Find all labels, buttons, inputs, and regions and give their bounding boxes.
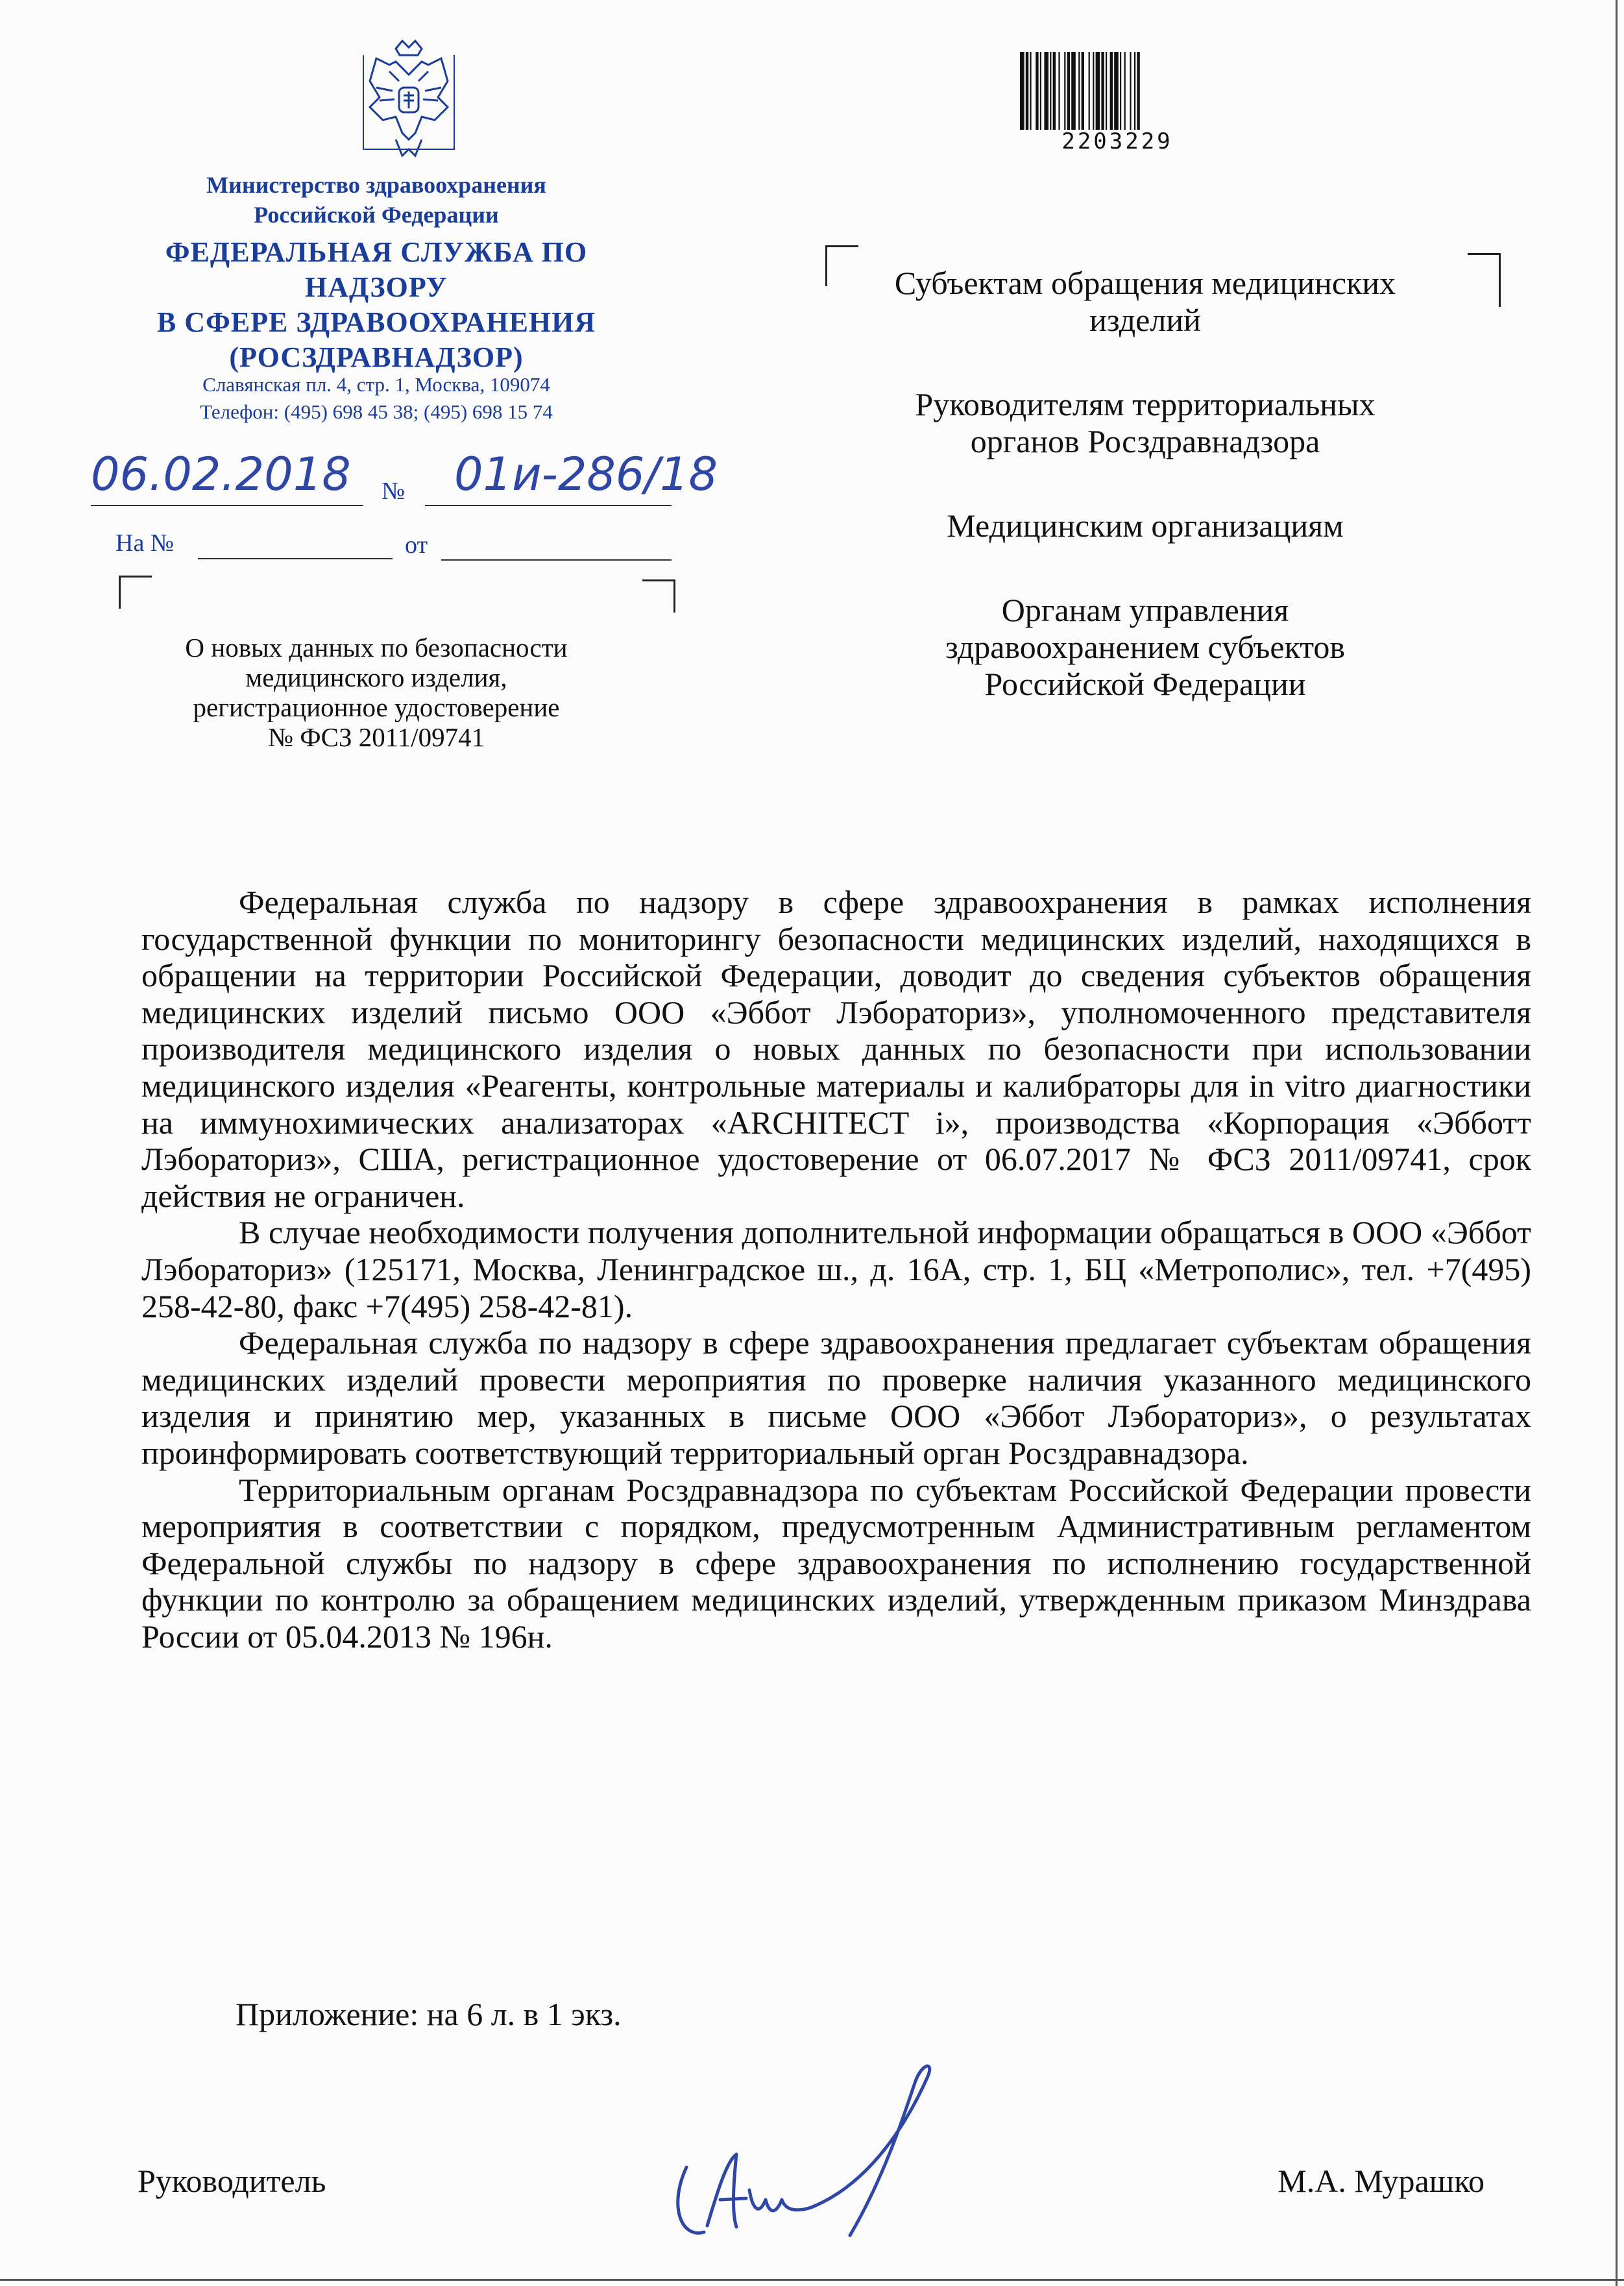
barcode-bar: [1130, 52, 1131, 130]
barcode-bar: [1058, 52, 1060, 130]
attachment-note: Приложение: на 6 л. в 1 экз.: [236, 1996, 622, 2032]
ministry-line-2: Российской Федерации: [254, 202, 499, 228]
in-reply-label: На №: [115, 529, 175, 557]
scan-edge-bottom: [0, 2279, 1624, 2281]
handwritten-signature: [655, 2037, 993, 2245]
barcode-bar: [1078, 52, 1080, 130]
barcode-bar: [1040, 52, 1041, 130]
barcode-bar: [1106, 52, 1107, 130]
barcode-bar: [1082, 52, 1084, 130]
registration-number: 01и-286/18: [454, 448, 718, 501]
service-line-1: ФЕДЕРАЛЬНАЯ СЛУЖБА ПО НАДЗОРУ: [165, 236, 588, 303]
barcode-bar: [1071, 52, 1076, 130]
service-line-3: (РОСЗДРАВНАДЗОР): [229, 341, 524, 373]
barcode-bar: [1044, 52, 1048, 130]
signer-name: М.А. Мурашко: [1278, 2163, 1485, 2199]
number-label: №: [382, 478, 406, 505]
barcode-number: 2203229: [1061, 128, 1173, 154]
addressee-list: [892, 265, 1398, 750]
barcode-bar: [1124, 52, 1126, 130]
address-line-2: Телефон: (495) 698 45 38; (495) 698 15 74: [200, 400, 553, 423]
addressee-item: Медицинским организациям: [947, 507, 1344, 544]
scan-edge-right: [1616, 0, 1618, 2286]
subject-bracket-left: [119, 576, 152, 609]
subject-line-4: № ФСЗ 2011/09741: [267, 722, 485, 752]
body-paragraph: Федеральная служба по надзору в сфере здравоохранения предлагает субъектам обращения медицинских изделий провести мероприятия по проверке наличия указанного медицинского изделия и принятию мер, указанных в письме ООО «Эббот Лэбораториз», о результатах проинформировать соответствующий территориальный орган Росздравнадзора.: [141, 1324, 1531, 1471]
subject-bracket-right: [642, 579, 675, 613]
from-underline: [441, 559, 672, 561]
barcode-bar: [1067, 52, 1070, 130]
service-line-2: В СФЕРЕ ЗДРАВООХРАНЕНИЯ: [156, 306, 596, 338]
addressee-bracket-right: [1468, 253, 1501, 307]
barcode-bar: [1096, 52, 1100, 130]
barcode-bar: [1030, 52, 1031, 130]
barcode-bar: [1114, 52, 1119, 130]
letter-body: [141, 884, 1531, 1655]
subject-line-2: медицинского изделия,: [245, 663, 507, 692]
barcode-bar: [1120, 52, 1121, 130]
barcode-bar: [1110, 52, 1113, 130]
barcode-bar: [1020, 52, 1024, 130]
subject-line-1: О новых данных по безопасности: [185, 633, 568, 663]
from-label: от: [405, 531, 428, 559]
subject-line-3: регистрационное удостоверение: [193, 692, 560, 722]
registration-date: 06.02.2018: [91, 448, 351, 501]
number-underline: [425, 505, 672, 506]
in-reply-underline: [198, 558, 393, 559]
addressee-item: Органам управления здравоохранением субъектов Российской Федерации: [945, 592, 1346, 702]
addressee-bracket-left: [825, 245, 858, 286]
barcode-bar: [1036, 52, 1038, 130]
barcode-bar: [1137, 52, 1139, 130]
barcode-bar: [1101, 52, 1104, 130]
date-underline: [91, 505, 363, 506]
barcode-bar: [1089, 52, 1090, 130]
sender-address: [91, 371, 662, 426]
barcode-bar: [1053, 52, 1056, 130]
barcode-bar: [1134, 52, 1135, 130]
addressee-item: Субъектам обращения медицинских изделий: [894, 265, 1396, 338]
address-line-1: Славянская пл. 4, стр. 1, Москва, 109074: [202, 373, 550, 396]
addressee-item: Руководителям территориальных органов Росздравнадзора: [915, 386, 1376, 459]
barcode-bar: [1026, 52, 1028, 130]
service-name: [91, 235, 662, 375]
coat-of-arms-emblem: [350, 36, 467, 162]
body-paragraph: Территориальным органам Росздравнадзора по субъектам Российской Федерации провести мероприятия в соответствии с порядком, предусмотренным Административным регламентом Федеральной службы по надзору в сфере здравоохранения по исполнению государственной функции по контролю за обращением медицинских изделий, утвержденным приказом Минздрава России от 05.04.2013 № 196н.: [141, 1471, 1531, 1655]
ministry-name: [91, 170, 662, 230]
body-paragraph: Федеральная служба по надзору в сфере здравоохранения в рамках исполнения государственной функции по мониторингу безопасности медицинских изделий, находящихся в обращении на территории Российской Федерации, доводит до сведения субъектов обращения медицинских изделий письмо ООО «Эббот Лэбораториз», уполномоченного представителя производителя медицинского изделия о новых данных по безопасности при использовании медицинского изделия «Реагенты, контрольные материалы и калибраторы для in vitro диагностики на иммунохимических анализаторах «ARCHITECT i», производства «Корпорация «Эбботт Лэбораториз», США, регистрационное удостоверение от 06.07.2017 № ФСЗ 2011/09741, срок действия не ограничен.: [141, 884, 1531, 1214]
ministry-line-1: Министерство здравоохранения: [206, 172, 546, 198]
signer-title: Руководитель: [138, 2163, 326, 2199]
body-paragraph: В случае необходимости получения дополнительной информации обращаться в ООО «Эббот Лэбораториз» (125171, Москва, Ленинградское ш., д. 16А, стр. 1, БЦ «Метрополис», тел. +7(495) 258-42-80, факс +7(495) 258-42-81).: [141, 1214, 1531, 1324]
barcode-bar: [1064, 52, 1065, 130]
letter-subject: [97, 633, 655, 752]
barcode-bar: [1050, 52, 1051, 130]
barcode-bar: [1093, 52, 1094, 130]
